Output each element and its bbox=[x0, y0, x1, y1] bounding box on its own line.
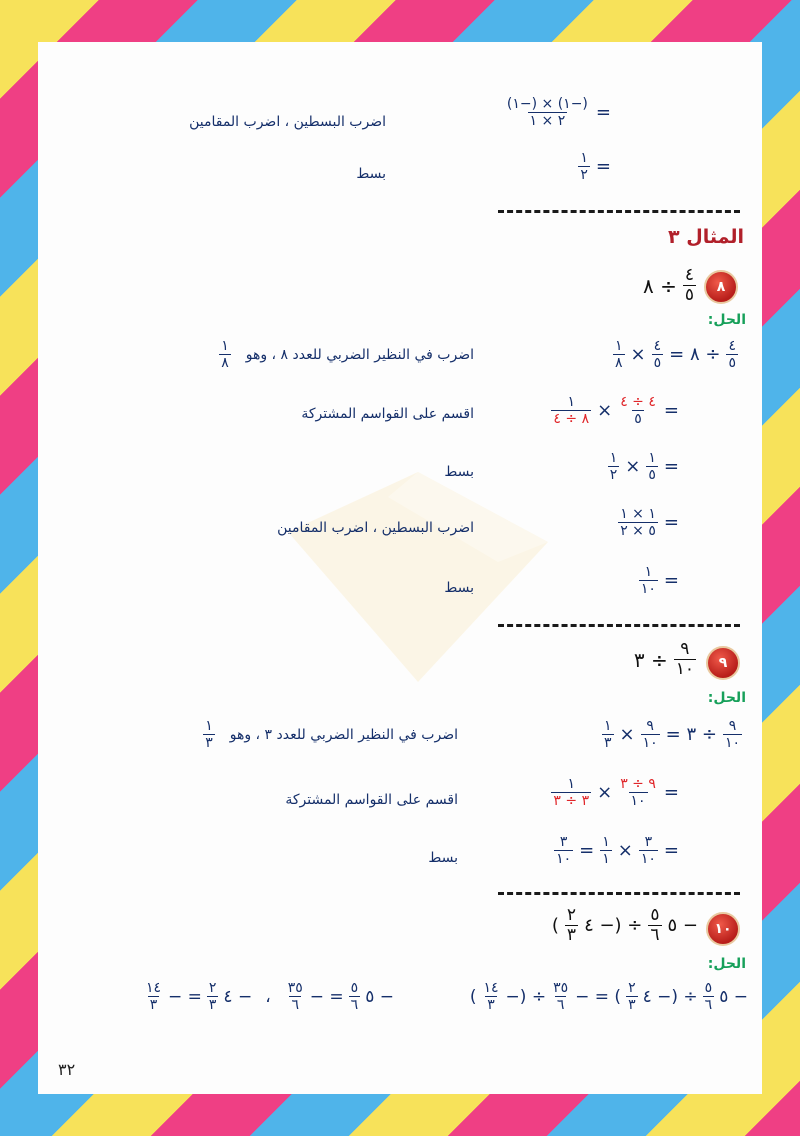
p8-step3: = $\frac{١}{٥}$ × $\frac{١}{٢}$ bbox=[609, 450, 679, 483]
top-step1-note: اضرب البسطين ، اضرب المقامين bbox=[189, 114, 386, 130]
p9-step1-note: اضرب في النظير الضربي للعدد ٣ ، وهو $\frac{١}{٣}$ bbox=[205, 718, 458, 751]
fraction: $\frac{(-١) \times (-١)}{٢ \times ١}$ bbox=[506, 96, 588, 129]
p8-step5: = $\frac{١}{١٠}$ bbox=[640, 564, 679, 597]
divider bbox=[498, 624, 740, 627]
problem-badge-9: ٩ bbox=[706, 646, 740, 680]
divider bbox=[498, 892, 740, 895]
page-number: ٣٢ bbox=[58, 1060, 76, 1079]
fraction: $\frac{١}{٢}$ bbox=[580, 150, 588, 183]
top-step1: = $\frac{(-١) \times (-١)}{٢ \times ١}$ bbox=[506, 96, 611, 129]
solution-label: الحل: bbox=[707, 312, 746, 328]
p8-step2: = $\frac{٤ \div ٤}{٥}$ × $\frac{١}{٨ \div ٤}$ bbox=[553, 394, 679, 427]
problem-badge-10: ١٠ bbox=[706, 912, 740, 946]
problem-9: $\frac{٩}{١٠}$ ÷ ٣ bbox=[633, 639, 694, 679]
watermark-book-icon bbox=[268, 452, 568, 692]
example-heading: المثال ٣ bbox=[668, 226, 744, 248]
page bbox=[38, 42, 762, 1094]
problem-8: $\frac{٤}{٥}$ ÷ ٨ bbox=[642, 265, 694, 305]
p8-step4: = $\frac{١ \times ١}{٥ \times ٢}$ bbox=[620, 506, 679, 539]
top-step2: = $\frac{١}{٢}$ bbox=[580, 150, 611, 183]
p8-step3-note: بسط bbox=[444, 464, 474, 480]
p9-step3-note: بسط bbox=[428, 850, 458, 866]
divider bbox=[498, 210, 740, 213]
problem-10: − ٥ $\frac{٥}{٦}$ ÷ (− ٤ $\frac{٢}{٣}$ ) bbox=[551, 905, 698, 945]
solution-label: الحل: bbox=[707, 956, 746, 972]
p9-step1: $\frac{٩}{١٠}$ ÷ ٣ = $\frac{٩}{١٠}$ × $\frac{١}{٣}$ bbox=[603, 718, 740, 751]
problem-badge-8: ٨ bbox=[704, 270, 738, 304]
p8-step1: $\frac{٤}{٥}$ ÷ ٨ = $\frac{٤}{٥}$ × $\frac{١}{٨}$ bbox=[615, 338, 736, 371]
p8-step4-note: اضرب البسطين ، اضرب المقامين bbox=[277, 520, 474, 536]
p9-step2: = $\frac{٩ \div ٣}{١٠}$ × $\frac{١}{٣ \div ٣}$ bbox=[553, 776, 679, 809]
p10-step1: − ٥ $\frac{٥}{٦}$ ÷ (− ٤ $\frac{٢}{٣}$ ) = − $\frac{٣٥}{٦}$ ÷ (− $\frac{١٤}{٣}$ ) bbox=[469, 980, 748, 1013]
solution-label: الحل: bbox=[707, 690, 746, 706]
p8-step5-note: بسط bbox=[444, 580, 474, 596]
p9-step3: = $\frac{٣}{١٠}$ × $\frac{١}{١}$ = $\frac{٣}{١٠}$ bbox=[556, 834, 679, 867]
fraction: $\frac{٤}{٥}$ bbox=[684, 265, 694, 305]
p10-step2: − ٥ $\frac{٥}{٦}$ = − $\frac{٣٥}{٦}$ ، − ٤ $\frac{٢}{٣}$ = − $\frac{١٤}{٣}$ bbox=[145, 980, 394, 1013]
p8-step1-note: اضرب في النظير الضربي للعدد ٨ ، وهو $\frac{١}{٨}$ bbox=[221, 338, 474, 371]
p8-step2-note: اقسم على القواسم المشتركة bbox=[301, 406, 474, 422]
top-step2-note: بسط bbox=[356, 166, 386, 182]
p9-step2-note: اقسم على القواسم المشتركة bbox=[285, 792, 458, 808]
